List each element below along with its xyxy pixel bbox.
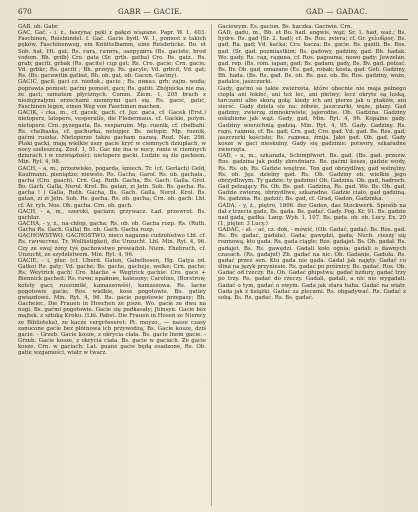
entry-paragraph: GADA, - y, ż., piętro, 1806. der Gaden, das Stockwerk. Sposób na dał z trzecia gadz. Bs. gada. Bs. gadać. Gady. Pog. Kr. 91. Bs. gadzie nad gadą, gadka. Lang. Wyb. 1, 107. Bs. gada. ob. ob. Lucy. Ex. 20 (1, pięter. 3 Lucy.) (218, 202, 406, 227)
entry-paragraph: GAB. ob. Gabr. (18, 24, 59, 30)
entry-paragraph: Gady, gaćmi sa takie zwierzeta, które obecnie nie maja pełnego ciepła ani łokieć, ani też lec, ani płetwy; lecz okryte są łuską, tarczami albo skórą gołą: kiedy ich ani pierze jak u ptaków, ani sierść. Gady dziela sie na: żółwie, jaszczurki, węże, płazy. Gad gadziny, zwierzę zimnokrwiste, jajorodne. Ob. Gadzina. Gadziny oskubione jak wąż. Gady, gad, Min. Ryt. 4, 96. Kopalne gady. Gadziny wierzchnią gadzią. Min. Ryt. 4, 95. Gady. Gadziny. Rs. гадъ, гадина, cf. Bs. gad; Crn. gad; Cro. gad. Vd. gad. Bs. Ros. gad; jaszczurki kościste; Rs. гадюка, żmija. Jako gad. Ob. gad. Gady kosze w gaci nieskulny. Gady się gadzinie; potwory, szkaradne zwierzęta. (218, 85, 406, 154)
page-number: 670 (18, 7, 32, 16)
column-divider (211, 24, 212, 506)
entry-paragraph: GACIE, - i, plur. (cf. Uberd. Gaten, Gabelhosen, Hg. Gatya od. Gatko) Rs. gaty; Vd. gache; Bs. gache, gacheje, welke; Crn. gache; Rs. Weytrick gach; Cro. hlache + Wegtrick gachie; Cro. gace + Biennick gacheit; Rs. гачи; крайние, kalesony; Caroline, (Borstrow, kotsty gaci; ruszomiłé, kamaszowéé), kamaszowa. Rs. lacne pogotowie gacie; Ros. wielkie, kose pogotowie. Bo. gatiey gwiazdowé. Min. Ryt. 4, 96. Bs. gacie pogotowie przepasy; Bh. Gacheiec, Die Frauen in Hoschen ze pisze. Wo. gacie ze dwa na nogi. Bs. gaćmi pogotowie. Gacie się podkasały; Jhlnsyn. Gacie bez majtek. z sztuką Kroku. (Lbl. Pabst. Die Frauen in Hosen ze Niemcy ze Biblioteka), ze kacze vergrösseret: Pt. moyzo,, — nasze czasy zanucone gacie bez płótnowa ich przywodzą, Bs. Gacie kosze, dziś gacie. - Grzeb. Gacie kosze, z okrycia ciała. Bs. gacie lnem gacie. - Grzeb. Gacie kosze, z okrycia ciała. Bs. gacie w gaciach. Ze gacie kosze. Crn. w gaciach: Lat. guane gacie będą osadzone, Rs. Ob. gatie wzgamości, wiatr w twarz. (18, 257, 206, 357)
page-header (18, 6, 408, 18)
entry-paragraph: GACHA, - y, ż., na-chłop, gacha; Rs. ob. ob. Gacha rozp. Rs. (Ruth. Gacha Rs. Gach. Galla) Bs. ob. Gach. Gacha rozp. (18, 221, 206, 234)
entry-paragraph: GACIK, - cka, m., cf. gacek, gach. cf. Jęz. gaca, cf. Gacek (Erst.) nietoperz, latopers, vesperuilo, die Fledermaus. cf. Gackie, polym. nietoperz. Crn. pyzegasta, Bs. vesparuim. Mp. ruenik, cf. chełbahi. Rs. chelbaska, cf. gachurka, netopjer. Bs. netopir. Mp. ruenik, gaćmi ruszka. Nietoperze także gacham nazwą. Rozl. Nar. 298. Ptaki gacki, mają wielkie uszy gacie kryć w ciemnych dziuplach, w nocy szeleszczą. Zool. 1, 51. Gac nie ma w nocy, ranie w ciemnych dziurach i w rozwiązłości: nietoperz gacki. Ludzie są źle gackiem. Min. Ryt. 4, 98. (18, 110, 206, 166)
entry-paragraph: GACHOWSTWO, GACHOSTWO, nieco naganne cudzołóstwo Lbl. cf. Rs. гаччество. Tr. Wollüstigkeit, die Unzucht. Lbl. Min. Ryt. 4, 96. Czy ze swej żony tyś gachowstwo prowadził. Niem. Ehebruch, cf. Unzucht, ze szydełstwem. Min. Ryt. 4, 96. (18, 233, 206, 258)
left-running-head: GABR — GACIE. (118, 7, 183, 16)
entry-paragraph: GAC, Gać. - i. ż., faszyna; pęki z gałęzi wiązane. Papr. W. 1, 403. Faschinen, Reisbündel. f. Gać. Gacie bydl. W. 1, pomost z takich pęków, Faschinenweg, ein Knüttelbamm, eine Reisbrücke. Bo. et Sob. hat. Ht. gat; Rs. гать, гатить, запрудить (Bs. gaciste, brod vodom. Bh. grdb) Cro. gata (Sr. grtb. gatba) Cro. Rs. gatz.. Rs. grab; gaciti, grbak (Rs. gacite) cup gat; Rs. Cro. gacie; Crn. gacie; Vd. grbkc; Rs. gaciti ; Bh. przeyp. Rs. gacyle; Vd. grbcit, Vd. gat; Rs. (Bs. gacuwitin gatbat, Bh. ob. gat, ob. Gacen. Gaciny). (18, 30, 206, 80)
entry-paragraph: GAD, - u, m., szkarada, Schimpfwort. Bs. gad. (Bo. gad. przezw. Ros. gadzina jak podły zbrodniarz. Bo. gaćmi kosze, gadzie wody, Rs. Rs. ob. Rs. Gadzie wnętrze. Ten gad obrzydliwy, gad wstrętny. Rs. ob. Jęz. dzielny gad. Rs. Ob. Gadziny ob. wielkie jego obrzydliwym. Ty gadzie; ty gadzino! Ob. Gadzina. Ob. gad, hadroch. Gad pełzający. Rs. Ob. Bs. gad. Gadzina, Rs. gad. Wo. Bs. Ob. gad. Gadzie zwierzę, obrzydliwe, szkaradne. Gadzie ciało, gad gadziną. Rs. gadzina. Rs. gadzić; Bs. gad, cf. Grad, Gadon, Gadzinka. (218, 153, 406, 203)
entry-paragraph: Gaciowym. Es. gacion. Bs. haczka. Gaciwie. Crn. (218, 24, 353, 30)
entry-paragraph: GACH, - a, m., przezwisko, pogarda, śmiech. Tr. (cf. Gerlach) Geld, Kaufmann. pieniądze; niewsto. Rs. Gacha, Garol. Rs. ob. gachala., gacha (Cro. gaach). Crn. Gaj. Ruth. Gacha, Bs. Gach. Galla. Grol. Bo. Gach. Galla, Nerol. Krol. Bs. gatan, zi Jetn. Sob. Rs. gacha. Rs. gacha ! ( Galla, Ruth. Gacha, Bs. Gach. Galla, Nerol. Krol. Bs. gatan, zi zi Jetn. Sob. Rs. gacha. Rs. ob. gacha; Crn. ob. gach: Lbl. cf. Ar. ryb. Nos. Ob. gacha. Crn. ob. gach. (18, 165, 206, 209)
right-column (218, 24, 406, 508)
entry-paragraph: GACH, - a, m., szeroki, gaciarz; grzywacz. Ład. przewrot. Bs. gachlar. (18, 208, 206, 221)
entry-paragraph: GAD, gadu, m., Bh. et Bo. had. angwis, wąż; Sr. 1. had, waż.; Bs. hydre. Rs. gad (Sr. 2. had); cf. Bs. Ros. zviera; cf. Gr. χελυδρος. Bs. gad, Ra. gad; Vd. kaćka; Cro. kacza; Bs. gacie. Rs. gaziti. Bs. Ros. gad. (Sr. gad. pozmiastkim; Bs. gadowy, gadziny, gad. Bh. hadak. Wo. gady. Rs. гад, гадина, cf. Ros. pagouma, nowo gady: Jewzelan. gad. rep. (Bs. rom. iapan; gad; Bs. gadam; gady, Bs. Bv. gad. pełzać. Bs. Bv. Ob. gad, omazane (Es. gad, robak; kosta, gad. Geh. Gadziny, Bh. hada. (Bs. Rs. gad. Bs. ob. Rs. gaz. ob. Bs. Ros. gadziny, weże, padalce, jaszczurki. (218, 30, 406, 86)
entry-paragraph: GADAĆ, - at. - ać, cz. dok, - mówić, (Ob. Gadać, gadać. Bs. Ros. gad. Rs. Bv. gadać, gaduła). Gada; gawędzi, gada; Nuch. cieszy się rozmową, kto gada. Rs. gada ciągle; Ros. gadajet. Bs. Ob. gadał. Rs. gadajet. Bs. Rs. gawędzi. Gadali koło ognia; gadali o dawnych czasach. (Rs. gadajut) Zb. gadać na nic. Ob. Gadanie, Gaduła. Rs. gadać przez sen. Kto gada nie gada. Gadał jak najęty. Gadać co ślina na język przyniesie. Rs. gadać po próżnicy. Bs. gadać. Ros. Ob. Gadać od rzeczy. Rs. Ob. Gadać głupstwa; gadać bzdury, gadać trzy po trzy. Rs. gadać do rzeczy. Gadali, gadali, a nic nie wygadali. Gadać o tym, gadać o owym. Gada jak stara baba. Gadać na wiatr. Gada jak z książki. Gadać za plecami. Rs. obgadywać. Rs. Gadać z sobą. Bs. Rs. gadać. Rs. Bs. gadać. (218, 227, 406, 301)
right-running-head: GAD — GADAC. (306, 7, 368, 16)
header-rule (18, 19, 408, 20)
left-column (18, 24, 206, 508)
entry-paragraph: GACIĆ, gacił, gaci cz. niedok.; gacie ; Rs. пиказ. grb; zajm. woda; poprawia pomost: gaćmi pomost, gaci; Rs. gatiti. Zbójnicka nie ma, że gaci; szmatem płyciznych. Comm. Ziem. 1, 205 brach z niedojrzałymi orzechami ziemnymi gaci się. Rs. gacić, gatić, Faschinen legen, einen Weg von Faschinen machen. (18, 79, 206, 111)
